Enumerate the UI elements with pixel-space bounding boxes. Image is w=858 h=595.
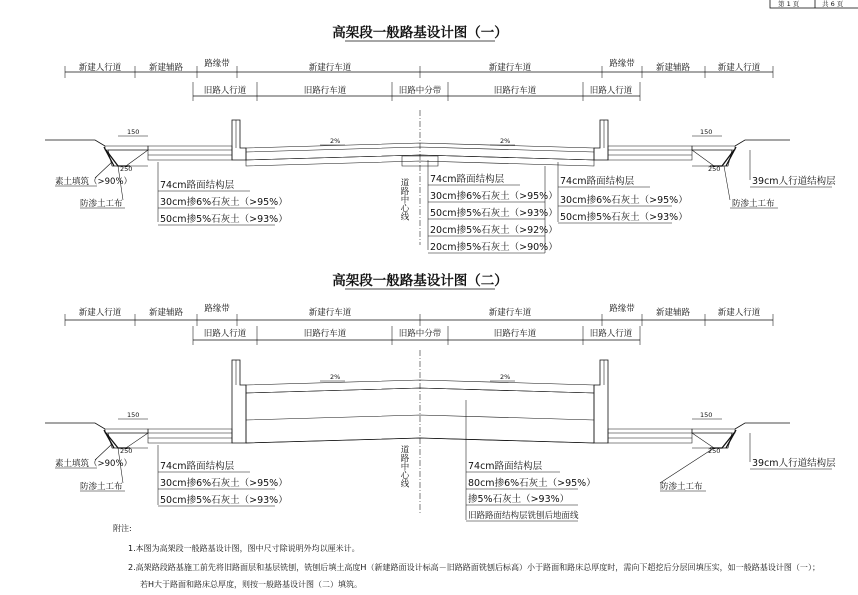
right2-layer-1: 39cm人行道结构层: [752, 458, 836, 469]
old2-label-4: 旧路行车道: [493, 329, 537, 339]
right-layer-1: 39cm人行道结构层: [752, 176, 836, 187]
left-struct-2: 30cm掺6%石灰土（>95%）: [160, 197, 288, 208]
section-two-top-dimension: [65, 303, 773, 326]
dim-right-top-1: 150: [700, 128, 713, 136]
slope-left-2: 2%: [330, 373, 341, 381]
left2-layer-2: 防渗土工布: [80, 482, 123, 492]
old-label-2: 旧路行车道: [303, 86, 347, 96]
section-one-title: 高架段一般路基设计图（一）: [332, 25, 508, 41]
section-one-center-notes: [399, 160, 558, 253]
notes-block: [113, 523, 820, 590]
section-one: [45, 24, 836, 253]
section-two-center-notes: [399, 400, 596, 521]
section-one-right-notes: [558, 150, 836, 223]
top2-label-3: 路缘带: [204, 304, 230, 314]
top-label-3: 路缘带: [204, 59, 230, 69]
old2-label-1: 旧路人行道: [203, 329, 247, 339]
section-two-left-notes: [55, 444, 288, 506]
left-struct-1: 74cm路面结构层: [160, 180, 235, 191]
top-label-4: 新建行车道: [308, 63, 352, 73]
center-struct-2: 30cm掺6%石灰土（>95%）: [430, 191, 558, 202]
left-struct-3: 50cm掺5%石灰土（>93%）: [160, 214, 288, 225]
old-label-3: 旧路中分带: [398, 86, 442, 96]
dim-left-top-1: 150: [127, 128, 140, 136]
dim-left-bottom-2: 250: [120, 447, 133, 455]
center2-struct-2: 80cm掺6%石灰土（>95%）: [468, 478, 596, 489]
section-two-title: 高架段一般路基设计图（二）: [332, 273, 508, 289]
right-struct-1: 74cm路面结构层: [560, 176, 635, 187]
section-two-old-road-dimension: [193, 326, 640, 345]
center2-struct-1: 74cm路面结构层: [468, 461, 543, 472]
top-label-6: 路缘带: [609, 59, 635, 69]
left2-layer-1: 素土填筑（>90%）: [55, 459, 133, 469]
left2-struct-2: 30cm掺6%石灰土（>95%）: [160, 478, 288, 489]
slope-left-1: 2%: [330, 137, 341, 145]
top-label-8: 新建人行道: [717, 63, 761, 73]
right-struct-3: 50cm掺5%石灰土（>93%）: [560, 212, 688, 223]
page-total: 共 6 页: [822, 0, 844, 8]
center2-struct-3: 掺5%石灰土（>93%）: [468, 494, 570, 505]
section-one-left-notes: [55, 162, 288, 225]
top-label-1: 新建人行道: [78, 63, 122, 73]
top-label-2: 新建辅路: [148, 63, 184, 73]
page-number: 第 1 页: [778, 0, 800, 8]
left-layer-1: 素土填筑（>90%）: [55, 177, 133, 187]
slope-right-2: 2%: [500, 373, 511, 381]
section-one-cross-section: [45, 110, 790, 245]
top2-label-5: 新建行车道: [488, 308, 532, 318]
section-two-right-notes: [660, 433, 836, 492]
notes-heading: 附注:: [113, 524, 132, 533]
dim-left-top-2: 150: [127, 411, 140, 419]
top2-label-8: 新建人行道: [717, 308, 761, 318]
dim-right-bottom-2: 250: [708, 447, 721, 455]
top2-label-7: 新建辅路: [655, 308, 691, 318]
old-label-1: 旧路人行道: [203, 86, 247, 96]
note-item-2: 2.高架路段路基施工前先将旧路面层和基层铣刨，铣刨后填土高度H（新建路面设计标高－旧路路面铣刨后标高）小于路面和路床总厚度时，需向下超挖后分层回填压实，如一般路基设计图（一）；: [128, 563, 818, 572]
dim-right-top-2: 150: [700, 411, 713, 419]
top2-label-6: 路缘带: [609, 304, 635, 314]
dim-left-bottom-1: 250: [120, 165, 133, 173]
top-label-7: 新建辅路: [655, 63, 691, 73]
left2-struct-1: 74cm路面结构层: [160, 461, 235, 472]
old-label-4: 旧路行车道: [493, 86, 537, 96]
section-two: [45, 272, 836, 521]
old2-label-5: 旧路人行道: [589, 329, 633, 339]
left-layer-2: 防渗土工布: [80, 199, 123, 209]
old2-label-2: 旧路行车道: [303, 329, 347, 339]
section-one-old-road-dimension: [193, 82, 640, 101]
center-struct-4: 20cm掺5%石灰土（>92%）: [430, 225, 558, 236]
note-item-3: 若H大于路面和路床总厚度，则按一般路基设计图（二）填筑。: [140, 580, 363, 589]
top2-label-2: 新建辅路: [148, 308, 184, 318]
dim-right-bottom-1: 250: [708, 165, 721, 173]
top2-label-1: 新建人行道: [78, 308, 122, 318]
old-label-5: 旧路人行道: [589, 86, 633, 96]
top2-label-4: 新建行车道: [308, 308, 352, 318]
slope-right-1: 2%: [500, 137, 511, 145]
center-struct-1: 74cm路面结构层: [430, 174, 505, 185]
right-layer-2: 防渗土工布: [732, 199, 775, 209]
section-one-top-dimension: [65, 58, 773, 78]
center-line-label-1: 道路中心线: [399, 178, 409, 221]
center-struct-3: 50cm掺5%石灰土（>93%）: [430, 208, 558, 219]
right2-layer-2: 防渗土工布: [660, 482, 703, 492]
center-line-label-2: 道路中心线: [399, 445, 409, 488]
old2-label-3: 旧路中分带: [398, 329, 442, 339]
right-struct-2: 30cm掺6%石灰土（>95%）: [560, 195, 688, 206]
center2-struct-4: 旧路路面结构层铣刨后地面线: [468, 511, 579, 521]
left2-struct-3: 50cm掺5%石灰土（>93%）: [160, 495, 288, 506]
center-struct-5: 20cm掺5%石灰土（>90%）: [430, 242, 558, 253]
note-item-1: 1.本图为高架段一般路基设计图，图中尺寸除说明外均以厘米计。: [128, 544, 360, 553]
page-number-box: [770, 0, 858, 8]
top-label-5: 新建行车道: [488, 63, 532, 73]
